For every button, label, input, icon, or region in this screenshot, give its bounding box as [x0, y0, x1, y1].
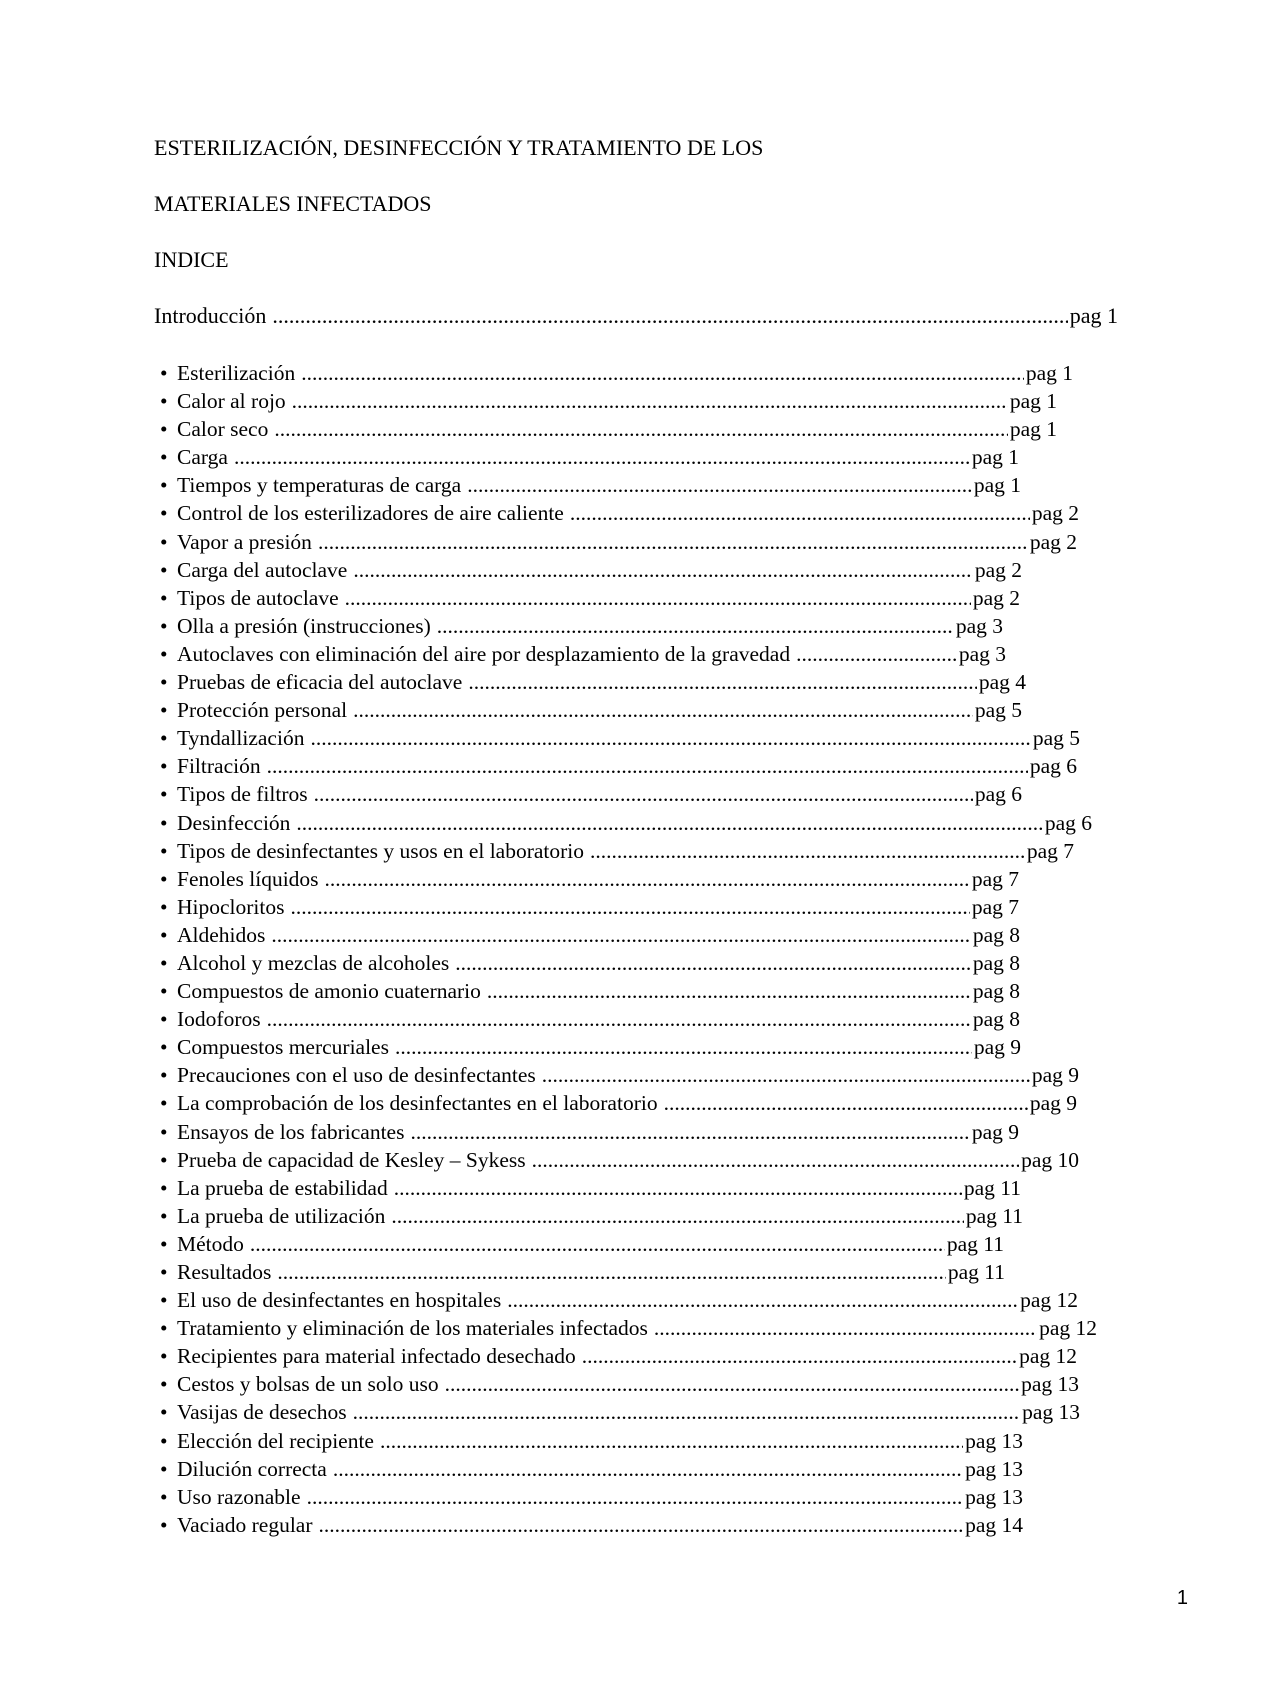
bullet-icon: • — [160, 810, 168, 835]
page-number: 1 — [1176, 1587, 1188, 1609]
toc-entry-label: Tipos de autoclave — [177, 585, 339, 610]
toc-entry-label: Elección del recipiente — [177, 1428, 374, 1453]
toc-entry-label: Tiempos y temperaturas de carga — [177, 473, 462, 498]
bullet-icon: • — [160, 1344, 168, 1369]
toc-entry-page: pag 7 — [971, 894, 1019, 919]
toc-leader-dots — [654, 1314, 1037, 1342]
toc-leader-dots — [267, 752, 1028, 780]
toc-entry-page: pag 6 — [1029, 754, 1077, 779]
bullet-icon: • — [160, 1147, 168, 1172]
toc-entry-page: pag 14 — [965, 1512, 1023, 1537]
toc-entry-page: pag 12 — [1019, 1344, 1077, 1369]
title-line-2: MATERIALES INFECTADOS — [154, 191, 432, 216]
toc-leader-dots — [468, 668, 977, 696]
toc-entry — [160, 1005, 1020, 1033]
toc-entry-label: Olla a presión (instrucciones) — [177, 613, 431, 638]
toc-leader-dots — [437, 612, 954, 640]
bullet-icon: • — [160, 613, 168, 638]
toc-entry — [160, 1230, 1004, 1258]
toc-entry — [160, 1314, 1097, 1342]
toc-entry-page: pag 11 — [947, 1260, 1005, 1284]
toc-entry-label: Filtración — [177, 754, 261, 779]
bullet-icon: • — [160, 950, 168, 975]
bullet-icon: • — [160, 1119, 168, 1144]
toc-entry-label: Dilución correcta — [177, 1456, 327, 1481]
bullet-icon: • — [160, 389, 168, 414]
toc-leader-dots — [345, 584, 971, 612]
toc-entry-label: Precauciones con el uso de desinfectantes — [177, 1063, 536, 1088]
toc-entry-page: pag 9 — [971, 1119, 1019, 1144]
bullet-icon: • — [160, 754, 168, 779]
toc-entry-label: Método — [177, 1231, 244, 1256]
toc-leader-dots — [487, 977, 971, 1005]
toc-entry — [160, 1511, 1023, 1539]
toc-entry-label: Cestos y bolsas de un solo uso — [177, 1372, 439, 1397]
toc-entry — [160, 893, 1019, 921]
toc-entry-page: pag 2 — [972, 585, 1020, 610]
toc-entry — [160, 443, 1019, 471]
toc-leader-dots — [542, 1061, 1030, 1089]
toc-entry-page: pag 12 — [1039, 1316, 1097, 1341]
toc-entry-label: La prueba de utilización — [177, 1203, 386, 1228]
toc-entry-page: pag 10 — [1021, 1147, 1079, 1172]
toc-leader-dots — [234, 443, 970, 471]
toc-entry — [160, 499, 1079, 527]
bullet-icon: • — [160, 1456, 168, 1481]
toc-entry-label: Resultados — [177, 1260, 272, 1284]
toc-entry-label: Tratamiento y eliminación de los materiales infectados — [177, 1316, 648, 1341]
toc-entry-page: pag 9 — [1031, 1063, 1079, 1088]
bullet-icon: • — [160, 894, 168, 919]
toc-entry-page: pag 2 — [1031, 501, 1079, 526]
toc-entry — [160, 1286, 1078, 1314]
toc-leader-dots — [325, 865, 970, 893]
bullet-icon: • — [160, 1035, 168, 1060]
toc-entry-page: pag 11 — [946, 1231, 1004, 1256]
toc-leader-dots — [333, 1455, 963, 1483]
toc-leader-dots — [590, 837, 1025, 865]
toc-entry — [160, 1342, 1077, 1370]
toc-entry-label: Tipos de filtros — [177, 782, 308, 807]
toc-entry — [160, 1174, 1021, 1202]
toc-entry-label: Vasijas de desechos — [177, 1400, 347, 1425]
toc-entry — [160, 837, 1074, 865]
bullet-icon: • — [160, 585, 168, 610]
toc-entry-label: Tyndallización — [177, 726, 305, 751]
toc-entry-page: pag 11 — [963, 1175, 1021, 1200]
toc-entry — [160, 1061, 1079, 1089]
toc-entry-page: pag 6 — [974, 782, 1022, 807]
bullet-icon: • — [160, 1512, 168, 1537]
toc-entry-page: pag 8 — [972, 979, 1020, 1004]
bullet-icon: • — [160, 979, 168, 1004]
toc-entry — [160, 809, 1092, 837]
bullet-icon: • — [160, 838, 168, 863]
toc-entry-page: pag 7 — [971, 866, 1019, 891]
toc-entry — [160, 1089, 1077, 1117]
toc-entry-page: pag 2 — [1029, 529, 1077, 554]
toc-entry-page: pag 3 — [955, 613, 1003, 638]
toc-entry-page: pag 13 — [1021, 1372, 1079, 1397]
toc-leader-dots — [796, 640, 957, 668]
toc-entry-page: pag 9 — [973, 1035, 1021, 1060]
toc-entry-label: Aldehidos — [177, 922, 266, 947]
toc-entry-label: Recipientes para material infectado desechado — [177, 1344, 576, 1369]
toc-entry — [160, 359, 1073, 387]
toc-leader-dots — [391, 1202, 964, 1230]
bullet-icon: • — [160, 1260, 168, 1284]
bullet-icon: • — [160, 782, 168, 807]
toc-entry-label: Ensayos de los fabricantes — [177, 1119, 405, 1144]
table-of-contents — [160, 359, 1097, 1539]
bullet-icon: • — [160, 1316, 168, 1341]
toc-entry — [160, 780, 1022, 808]
toc-entry-label: Desinfección — [177, 810, 291, 835]
bullet-icon: • — [160, 1372, 168, 1397]
toc-entry-page: pag 12 — [1020, 1288, 1078, 1313]
toc-leader-dots — [319, 1511, 964, 1539]
toc-leader-dots — [277, 1258, 946, 1286]
toc-entry-page: pag 1 — [971, 445, 1019, 470]
title-line-1: ESTERILIZACIÓN, DESINFECCIÓN Y TRATAMIENTO DE LOS — [154, 135, 764, 160]
toc-leader-dots — [291, 893, 970, 921]
toc-entry — [160, 415, 1057, 443]
bullet-icon: • — [160, 922, 168, 947]
toc-entry — [160, 1455, 1023, 1483]
bullet-icon: • — [160, 1063, 168, 1088]
toc-leader-dots — [394, 1174, 962, 1202]
toc-entry-page: pag 1 — [1009, 389, 1057, 414]
toc-leader-dots — [532, 1146, 1019, 1174]
toc-entry — [160, 528, 1077, 556]
toc-entry — [160, 1202, 1023, 1230]
toc-entry-page: pag 13 — [1022, 1400, 1080, 1425]
toc-entry — [160, 752, 1077, 780]
toc-entry — [160, 1033, 1021, 1061]
toc-leader-dots — [507, 1286, 1018, 1314]
toc-intro-entry — [154, 302, 1118, 330]
toc-entry-page: pag 6 — [1044, 810, 1092, 835]
toc-entry-page: pag 8 — [972, 1007, 1020, 1032]
toc-entry — [160, 1427, 1023, 1455]
toc-entry-label: Iodoforos — [177, 1007, 261, 1032]
toc-leader-dots — [445, 1370, 1019, 1398]
toc-leader-dots — [467, 471, 972, 499]
toc-entry-page: pag 5 — [1032, 726, 1080, 751]
toc-entry — [160, 865, 1019, 893]
toc-entry-page: pag 13 — [965, 1456, 1023, 1481]
toc-leader-dots — [395, 1033, 972, 1061]
toc-entry-label: Esterilización — [177, 361, 296, 385]
toc-entry-page: pag 7 — [1026, 838, 1074, 863]
toc-entry-page: pag 1 — [1025, 361, 1073, 385]
bullet-icon: • — [160, 1428, 168, 1453]
bullet-icon: • — [160, 445, 168, 470]
toc-leader-dots — [301, 359, 1024, 387]
toc-entry-label: Carga — [177, 445, 228, 470]
toc-entry-label: Prueba de capacidad de Kesley – Sykess — [177, 1147, 526, 1172]
toc-entry — [160, 612, 1003, 640]
toc-entry-label: Compuestos mercuriales — [177, 1035, 389, 1060]
toc-entry-label: El uso de desinfectantes en hospitales — [177, 1288, 502, 1313]
toc-entry — [160, 387, 1057, 415]
toc-entry — [160, 724, 1080, 752]
bullet-icon: • — [160, 1203, 168, 1228]
toc-entry-page: pag 4 — [978, 670, 1026, 695]
toc-leader-dots — [353, 696, 973, 724]
toc-entry — [160, 1483, 1023, 1511]
bullet-icon: • — [160, 557, 168, 582]
bullet-icon: • — [160, 361, 168, 385]
bullet-icon: • — [160, 501, 168, 526]
toc-entry — [160, 668, 1026, 696]
toc-leader-dots — [455, 949, 971, 977]
bullet-icon: • — [160, 866, 168, 891]
toc-entry-page: pag 5 — [974, 698, 1022, 723]
toc-entry — [160, 556, 1022, 584]
toc-entry-label: Vaciado regular — [177, 1512, 313, 1537]
toc-leader-dots — [410, 1118, 969, 1146]
toc-entry — [160, 1398, 1080, 1426]
bullet-icon: • — [160, 529, 168, 554]
bullet-icon: • — [160, 417, 168, 442]
bullet-icon: • — [160, 641, 168, 666]
bullet-icon: • — [160, 1400, 168, 1425]
bullet-icon: • — [160, 1288, 168, 1313]
toc-entry — [160, 977, 1020, 1005]
toc-entry-label: Alcohol y mezclas de alcoholes — [177, 950, 450, 975]
toc-entry — [160, 921, 1020, 949]
toc-entry-page: pag 1 — [1009, 417, 1057, 442]
toc-intro-page: pag 1 — [1069, 303, 1118, 328]
bullet-icon: • — [160, 1007, 168, 1032]
toc-entry-page: pag 13 — [965, 1428, 1023, 1453]
toc-entry — [160, 584, 1020, 612]
toc-entry-page: pag 3 — [958, 641, 1006, 666]
toc-entry-label: Hipocloritos — [177, 894, 285, 919]
toc-entry-page: pag 8 — [972, 922, 1020, 947]
toc-entry-label: Uso razonable — [177, 1484, 301, 1509]
toc-entry — [160, 1370, 1079, 1398]
toc-entry-label: Calor al rojo — [177, 389, 286, 414]
toc-leader-dots — [307, 1483, 964, 1511]
bullet-icon: • — [160, 670, 168, 695]
toc-leader-dots — [353, 1398, 1021, 1426]
bullet-icon: • — [160, 698, 168, 723]
toc-entry-page: pag 2 — [974, 557, 1022, 582]
toc-leader-dots — [664, 1089, 1028, 1117]
toc-entry — [160, 696, 1022, 724]
toc-entry-label: Tipos de desinfectantes y usos en el laboratorio — [177, 838, 585, 863]
toc-leader-dots — [310, 724, 1030, 752]
bullet-icon: • — [160, 726, 168, 751]
toc-entry-label: Autoclaves con eliminación del aire por desplazamiento de la gravedad — [177, 641, 791, 666]
bullet-icon: • — [160, 1231, 168, 1256]
toc-entry — [160, 1258, 1005, 1286]
toc-leader-dots — [250, 1230, 945, 1258]
bullet-icon: • — [160, 1175, 168, 1200]
toc-entry-label: Carga del autoclave — [177, 557, 348, 582]
toc-leader-dots — [296, 809, 1042, 837]
toc-intro-label: Introducción — [154, 303, 267, 328]
toc-leader-dots — [582, 1342, 1017, 1370]
toc-leader-dots — [267, 1005, 971, 1033]
toc-leader-dots — [318, 528, 1028, 556]
toc-leader-dots — [353, 556, 972, 584]
toc-leader-dots — [314, 780, 973, 808]
toc-entry-label: Pruebas de eficacia del autoclave — [177, 670, 463, 695]
toc-entry — [160, 949, 1020, 977]
toc-leader-dots — [380, 1427, 963, 1455]
bullet-icon: • — [160, 1484, 168, 1509]
toc-entry-label: Fenoles líquidos — [177, 866, 319, 891]
toc-entry-label: Vapor a presión — [177, 529, 312, 554]
toc-entry-page: pag 1 — [973, 473, 1021, 498]
bullet-icon: • — [160, 473, 168, 498]
index-heading: INDICE — [154, 247, 229, 272]
toc-entry-label: Control de los esterilizadores de aire caliente — [177, 501, 564, 526]
toc-entry — [160, 1146, 1079, 1174]
toc-entry-label: Compuestos de amonio cuaternario — [177, 979, 481, 1004]
toc-entry — [160, 471, 1021, 499]
toc-entry-page: pag 11 — [965, 1203, 1023, 1228]
toc-entry-page: pag 9 — [1029, 1091, 1077, 1116]
toc-entry — [160, 640, 1006, 668]
toc-leader-dots — [274, 415, 1007, 443]
toc-leader-dots — [570, 499, 1030, 527]
bullet-icon: • — [160, 1091, 168, 1116]
toc-entry-label: La prueba de estabilidad — [177, 1175, 388, 1200]
toc-entry-page: pag 8 — [972, 950, 1020, 975]
toc-leader-dots — [292, 387, 1008, 415]
toc-entry — [160, 1118, 1019, 1146]
toc-entry-page: pag 13 — [965, 1484, 1023, 1509]
toc-leader-dots — [272, 302, 1067, 330]
toc-entry-label: Calor seco — [177, 417, 269, 442]
toc-entry-label: Protección personal — [177, 698, 348, 723]
toc-entry-label: La comprobación de los desinfectantes en el laboratorio — [177, 1091, 658, 1116]
toc-leader-dots — [271, 921, 970, 949]
